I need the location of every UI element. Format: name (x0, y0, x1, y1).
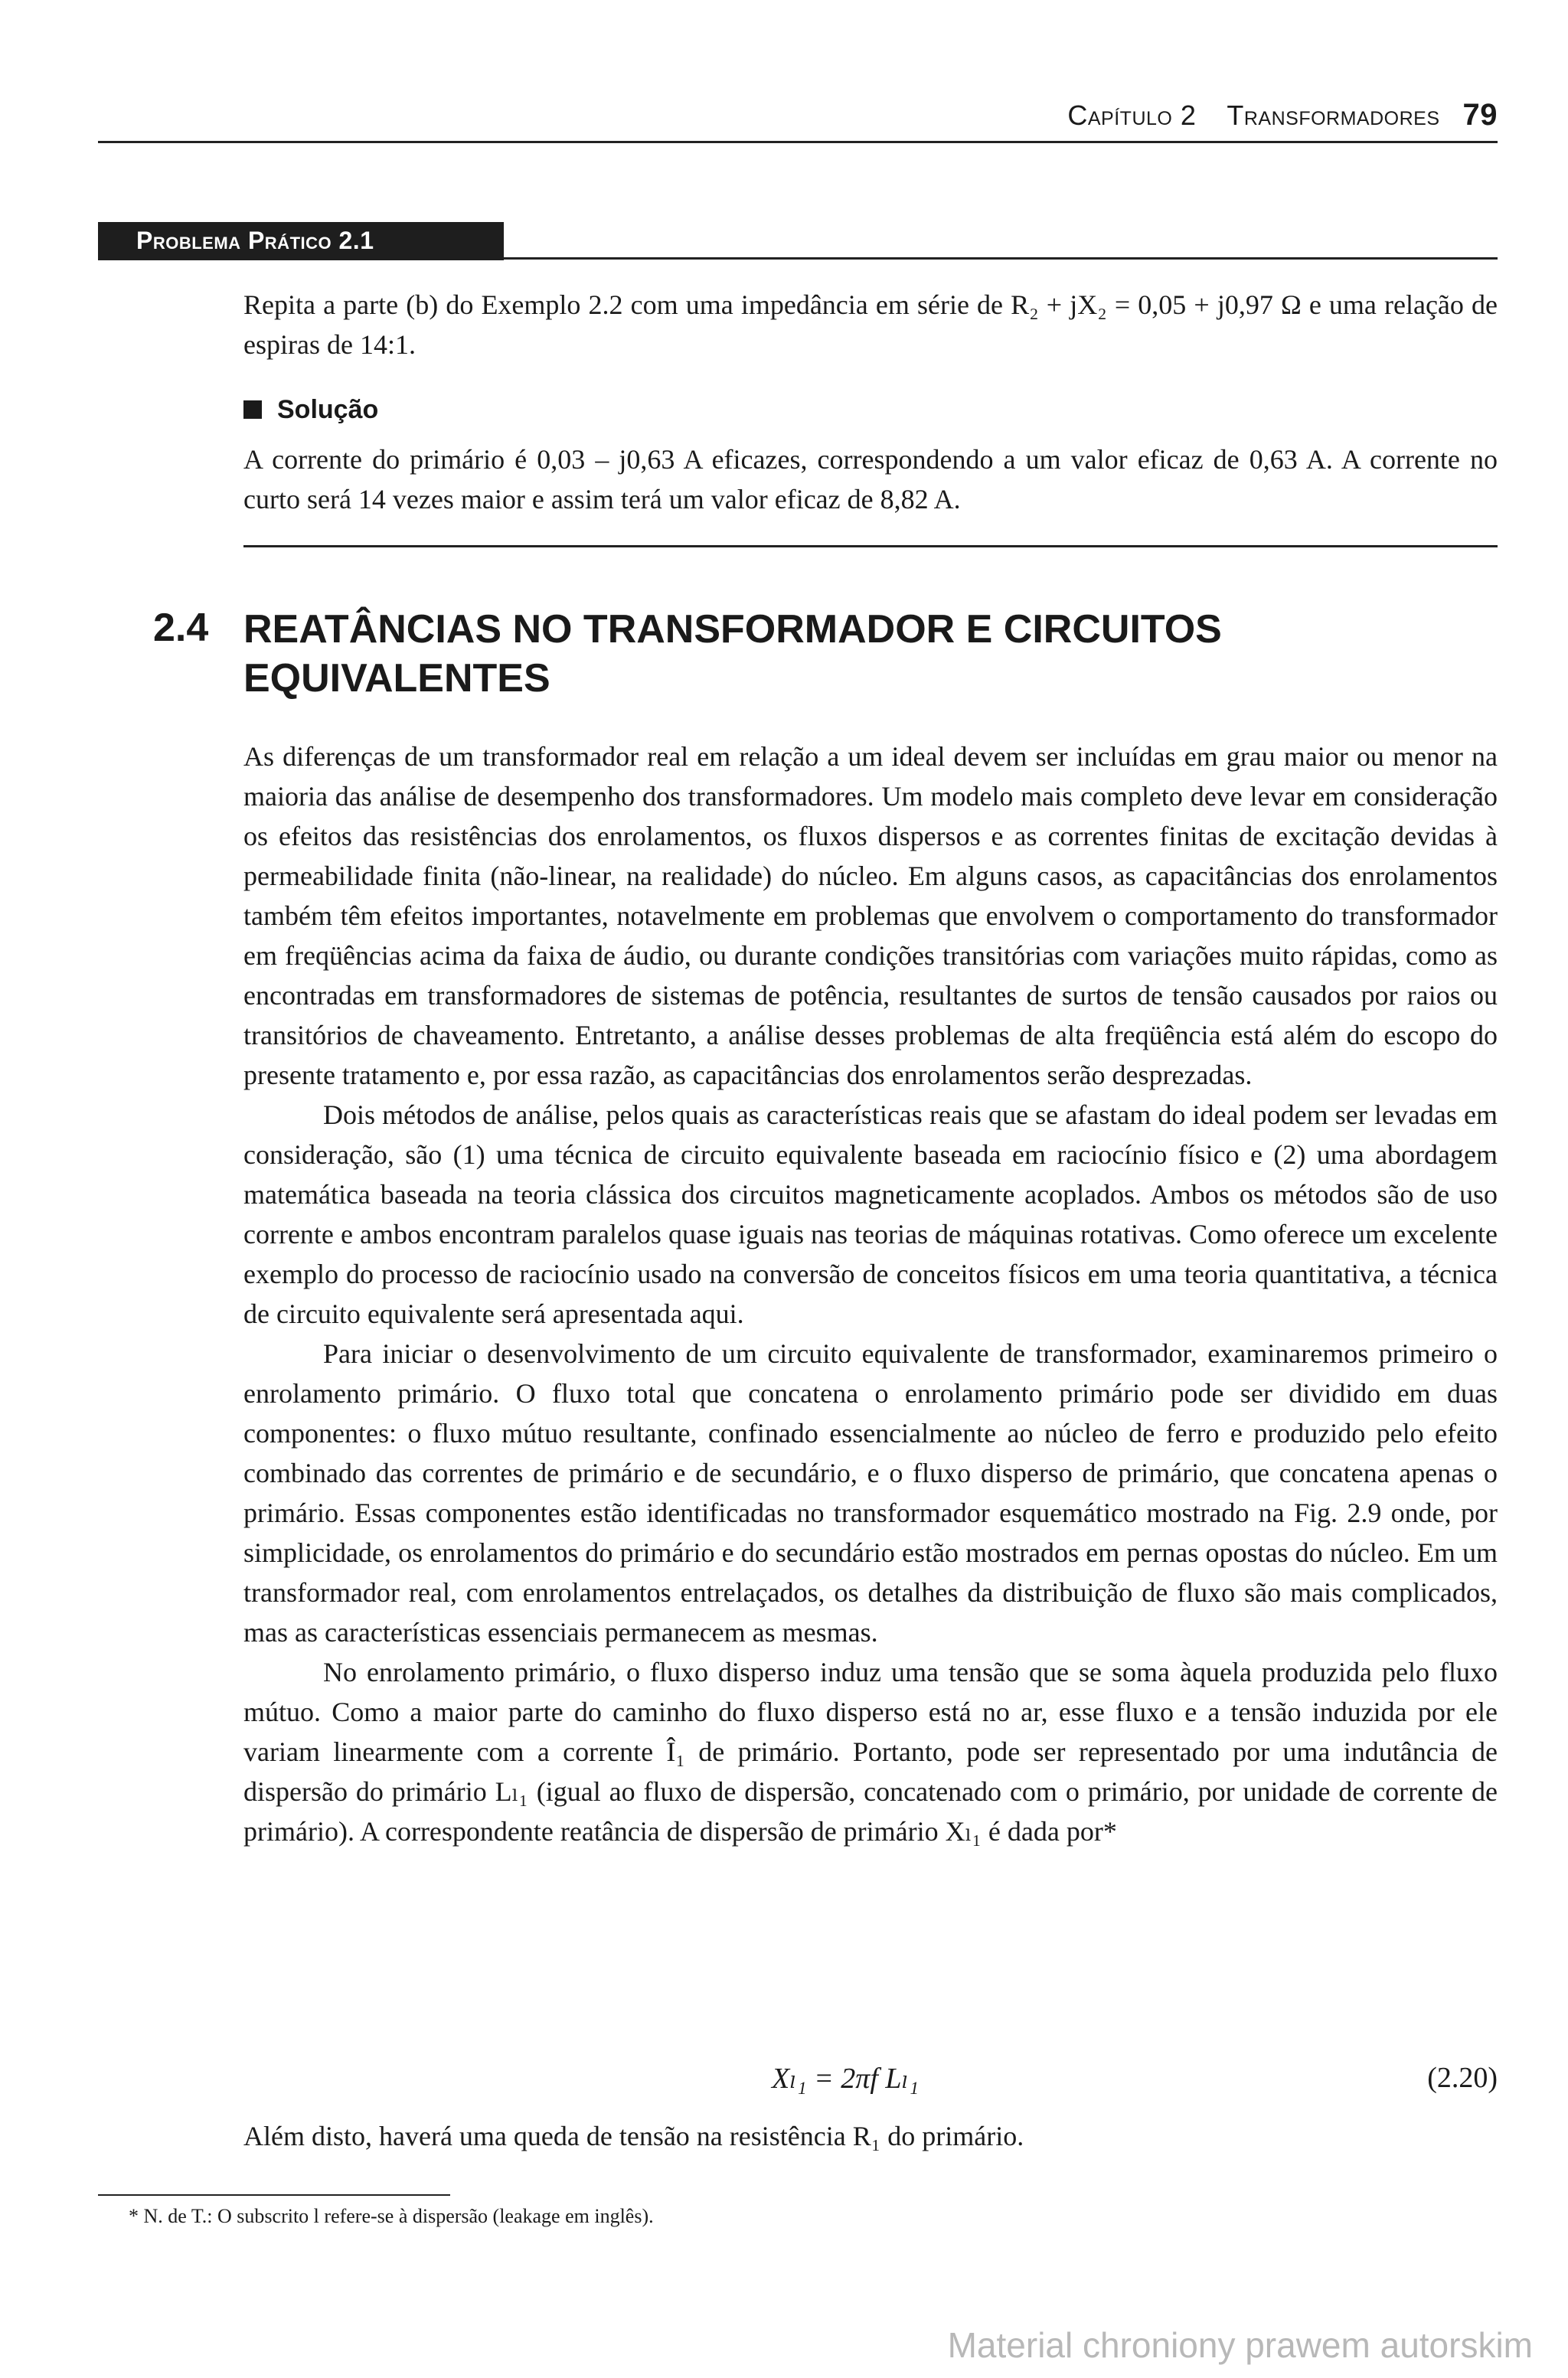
practice-problem-rule (504, 257, 1498, 260)
solution-label: Solução (277, 395, 379, 424)
practice-problem-statement-block (243, 285, 1498, 364)
equation-2-20: Xₗ₁ = 2πf Lₗ₁ (772, 2063, 919, 2095)
practice-problem-end-rule (243, 545, 1498, 547)
solution-heading (243, 395, 378, 425)
footnote: * N. de T.: O subscrito l refere-se à dispersão (leakage em inglês). (129, 2205, 654, 2227)
body-paragraph-1: As diferenças de um transformador real em relação a um ideal devem ser incluídas em grau maior ou menor na maioria das análise de desempenho dos transformadores. Um modelo mais completo deve levar em consideração os efeitos das resistências dos enrolamentos, os fluxos dispersos e as correntes finitas de excitação devidas à permeabilidade finita (não-linear, na realidade) do núcleo. Em alguns casos, as capacitâncias dos enrolamentos também têm efeitos importantes, notavelmente em problemas que envolvem o comportamento do transformador em freqüências acima da faixa de áudio, ou durante condições transitórias com variações muito rápidas, como as encontradas em transformadores de sistemas de potência, resultantes de surtos de tensão causados por raios ou transitórios de chaveamento. Entretanto, a análise desses problemas de alta freqüência está além do escopo do presente tratamento e, por essa razão, as capacitâncias dos enrolamentos serão desprezadas. (243, 741, 1498, 1090)
watermark: Material chroniony prawem autorskim (947, 2325, 1533, 2365)
body-paragraph-2: Dois métodos de análise, pelos quais as características reais que se afastam do ideal podem ser levadas em consideração, são (1) uma técnica de circuito equivalente baseada em raciocínio físico e (2) uma abordagem matemática baseada na teoria clássica dos circuitos magneticamente acoplados. Ambos os métodos são de uso corrente e ambos encontram paralelos quase iguais nas teorias de máquinas rotativas. Como oferece um excelente exemplo do processo de raciocínio usado na conversão de conceitos físicos em uma teoria quantitativa, a técnica de circuito equivalente será apresentada aqui. (243, 1099, 1498, 1329)
chapter-label: Capítulo 2 (1067, 100, 1197, 131)
body-paragraph-4: No enrolamento primário, o fluxo disperso induz uma tensão que se soma àquela produzida pelo fluxo mútuo. Como a maior parte do caminho do fluxo disperso está no ar, esse fluxo e a tensão induzida por ele variam linearmente com a corrente Î₁ de primário. Portanto, pode ser representado por uma indutância de dispersão do primário Lₗ₁ (igual ao fluxo de dispersão, concatenado com o primário, por unidade de corrente de primário). A correspondente reatância de dispersão de primário Xₗ₁ é dada por* (243, 1657, 1498, 1847)
equation-row (243, 2060, 1498, 2099)
section-number: 2.4 (153, 606, 209, 650)
practice-problem-statement: Repita a parte (b) do Exemplo 2.2 com uma impedância em série de R₂ + jX₂ = 0,05 + j0,97 Ω e uma relação de espiras de 14:1. (243, 289, 1498, 360)
equation-number: (2.20) (1427, 2062, 1498, 2094)
page-number: 79 (1462, 98, 1498, 132)
body-paragraph-3: Para iniciar o desenvolvimento de um circuito equivalente de transformador, examinaremos primeiro o enrolamento primário. O fluxo total que concatena o enrolamento primário pode ser dividido em duas componentes: o fluxo mútuo resultante, confinado essencialmente ao núcleo de ferro e produzido pelo efeito combinado das correntes de primário e de secundário, e o fluxo disperso de primário, que concatena apenas o primário. Essas componentes estão identificadas no transformador esquemático mostrado na Fig. 2.9 onde, por simplicidade, os enrolamentos do primário e do secundário estão mostrados em pernas opostas do núcleo. Em um transformador real, com enrolamentos entrelaçados, os detalhes da distribuição de fluxo são mais complicados, mas as características essenciais permanecem as mesmas. (243, 1338, 1498, 1648)
after-equation-block (243, 2116, 1498, 2156)
solution-block (243, 439, 1498, 519)
running-head-label (1067, 98, 1498, 132)
section-title: REATÂNCIAS NO TRANSFORMADOR E CIRCUITOS EQUIVALENTES (243, 607, 1222, 701)
body-text (243, 737, 1498, 1851)
footnote-rule (98, 2194, 450, 2196)
running-head (98, 90, 1498, 143)
square-bullet-icon (243, 400, 262, 419)
solution-text: A corrente do primário é 0,03 – j0,63 A eficazes, correspondendo a um valor eficaz de 0,63 A. A corrente no curto será 14 vezes maior e assim terá um valor eficaz de 8,82 A. (243, 444, 1498, 514)
chapter-title: Transformadores (1227, 100, 1440, 131)
after-equation-text: Além disto, haverá uma queda de tensão na resistência R₁ do primário. (243, 2121, 1024, 2151)
practice-problem-banner (98, 222, 504, 260)
practice-problem-label: Problema Prático 2.1 (136, 227, 374, 254)
